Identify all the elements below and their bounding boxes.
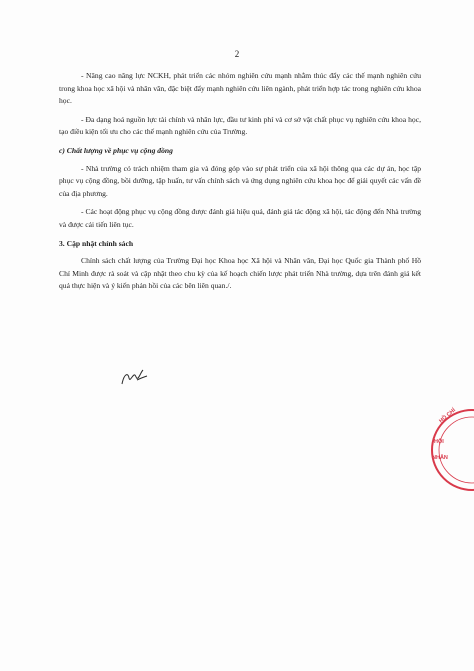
- stamp-text-3: HỒ CHÍ: [438, 407, 457, 425]
- heading-community-service: c) Chất lượng về phục vụ cộng đồng: [59, 145, 173, 155]
- official-stamp: [424, 395, 474, 505]
- paragraph-community-participation: - Nhà trường có trách nhiệm tham gia và đóng góp vào sự phát triển của xã hội thông qua các dự án, học tập phục vụ cộng đồng, bồi dưỡng, tập huấn, tư vấn chính sách và ứng dụng nghiên cứu khoa học để giải quyết các vấn đề của địa phương.: [59, 163, 421, 198]
- initials-signature: [119, 366, 149, 388]
- heading-policy-update: 3. Cập nhật chính sách: [59, 238, 134, 248]
- paragraph-policy-update: Chính sách chất lượng của Trường Đại học Khoa học Xã hội và Nhân văn, Đại học Quốc gia Thành phố Hồ Chí Minh được rà soát và cập nhật theo chu kỳ của kế hoạch chiến lược phát triển Nhà trường, dựa trên đánh giá kết quả thực hiện và ý kiến phản hồi của các bên liên quan./.: [59, 256, 421, 291]
- paragraph-community-evaluation: - Các hoạt động phục vụ cộng đồng được đánh giá hiệu quả, đánh giá tác động xã hội, tác động đến Nhà trường và được cải tiến liên tục.: [59, 207, 421, 229]
- stamp-text-2: NHÂN: [432, 455, 448, 461]
- stamp-text-1: HỘI: [434, 439, 444, 445]
- paragraph-research-capacity: - Nâng cao năng lực NCKH, phát triển các nhóm nghiên cứu mạnh nhằm thúc đẩy các thế mạnh nghiên cứu trong khoa học xã hội và nhân văn, đặc biệt đẩy mạnh nghiên cứu liên ngành, phát triển hợp tác trong nghiên cứu khoa học.: [59, 71, 421, 106]
- document-body: [59, 70, 421, 299]
- paragraph-resources: - Đa dạng hoá nguồn lực tài chính và nhân lực, đầu tư kinh phí và cơ sở vật chất phục vụ nghiên cứu khoa học, tạo điều kiện tối ưu cho các thế mạnh nghiên cứu của Trường.: [59, 114, 421, 137]
- page-number: 2: [234, 49, 240, 59]
